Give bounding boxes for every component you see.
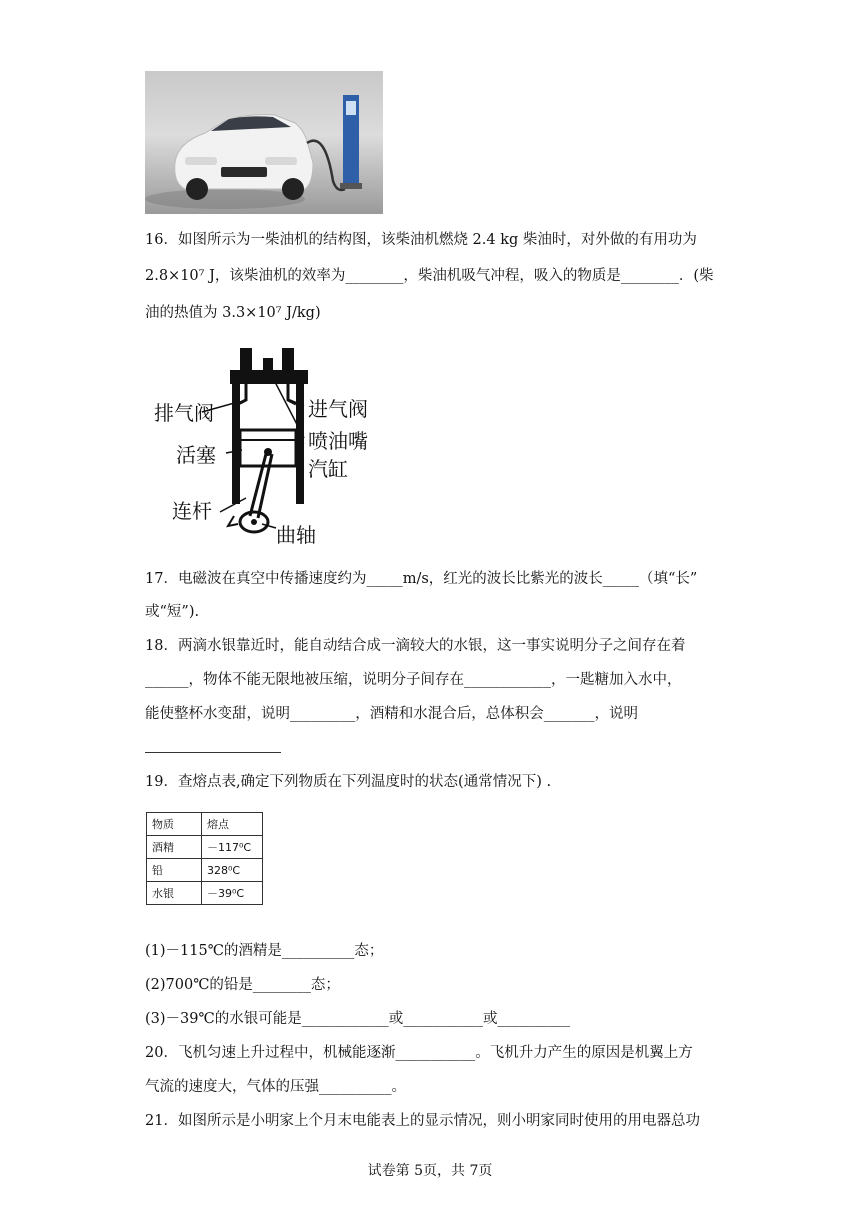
question-19-sub-1: (1)－115℃的酒精是__________态；	[145, 943, 384, 959]
question-19-line-1: 19．查熔点表,确定下列物质在下列温度时的状态(通常情况下) .	[145, 774, 552, 790]
question-18-line-1: 18．两滴水银靠近时，能自动结合成一滴较大的水银，这一事实说明分子之间存在着	[145, 638, 686, 654]
answer-blank-line	[145, 752, 281, 753]
table-header-cell: 物质	[147, 813, 202, 836]
question-16-line-3: 油的热值为 3.3×10⁷ J/kg)	[145, 305, 321, 321]
table-cell: 酒精	[147, 836, 202, 859]
table-header-cell: 熔点	[202, 813, 263, 836]
question-19-sub-3: (3)－39℃的水银可能是____________或___________或__________	[145, 1011, 570, 1027]
question-20-line-2: 气流的速度大，气体的压强__________。	[145, 1079, 406, 1095]
label-cylinder: 汽缸	[308, 457, 348, 481]
question-18-line-2: ______，物体不能无限地被压缩，说明分子间存在____________，一匙糖加入水中，	[145, 672, 682, 688]
page-footer: 试卷第 5页，共 7页	[367, 1163, 493, 1179]
question-17-line-2: 或“短”).	[145, 604, 200, 620]
table-row	[147, 836, 263, 859]
diesel-engine-diagram	[150, 340, 390, 550]
question-19-sub-2: (2)700℃的铅是________态；	[145, 977, 340, 993]
table-cell: －117⁰C	[202, 836, 263, 859]
car-charging-photo	[145, 71, 383, 214]
label-intake-valve: 进气阀	[308, 397, 368, 421]
question-18-line-3: 能使整杯水变甜，说明_________，酒精和水混合后，总体积会_______，说明	[145, 706, 638, 722]
table-header-row	[147, 813, 263, 836]
question-21-line-1: 21．如图所示是小明家上个月末电能表上的显示情况，则小明家同时使用的用电器总功	[145, 1113, 700, 1129]
table-row	[147, 882, 263, 905]
melting-point-table	[146, 812, 263, 905]
table-cell: 328⁰C	[202, 859, 263, 882]
table-cell: －39⁰C	[202, 882, 263, 905]
label-exhaust-valve: 排气阀	[154, 401, 214, 425]
table-cell: 水银	[147, 882, 202, 905]
question-20-line-1: 20．飞机匀速上升过程中，机械能逐渐___________。飞机升力产生的原因是机翼上方	[145, 1045, 693, 1061]
label-connecting-rod: 连杆	[172, 499, 212, 523]
question-16-line-2: 2.8×10⁷ J，该柴油机的效率为________，柴油机吸气冲程，吸入的物质是________．(柴	[145, 268, 714, 284]
label-crankshaft: 曲轴	[276, 523, 316, 547]
label-piston: 活塞	[176, 443, 216, 467]
table-row	[147, 859, 263, 882]
table-cell: 铅	[147, 859, 202, 882]
question-16-line-1: 16．如图所示为一柴油机的结构图，该柴油机燃烧 2.4 kg 柴油时，对外做的有用功为	[145, 232, 697, 248]
question-17-line-1: 17．电磁波在真空中传播速度约为_____m/s，红光的波长比紫光的波长_____（填“长”	[145, 571, 698, 587]
label-injector: 喷油嘴	[308, 429, 368, 453]
